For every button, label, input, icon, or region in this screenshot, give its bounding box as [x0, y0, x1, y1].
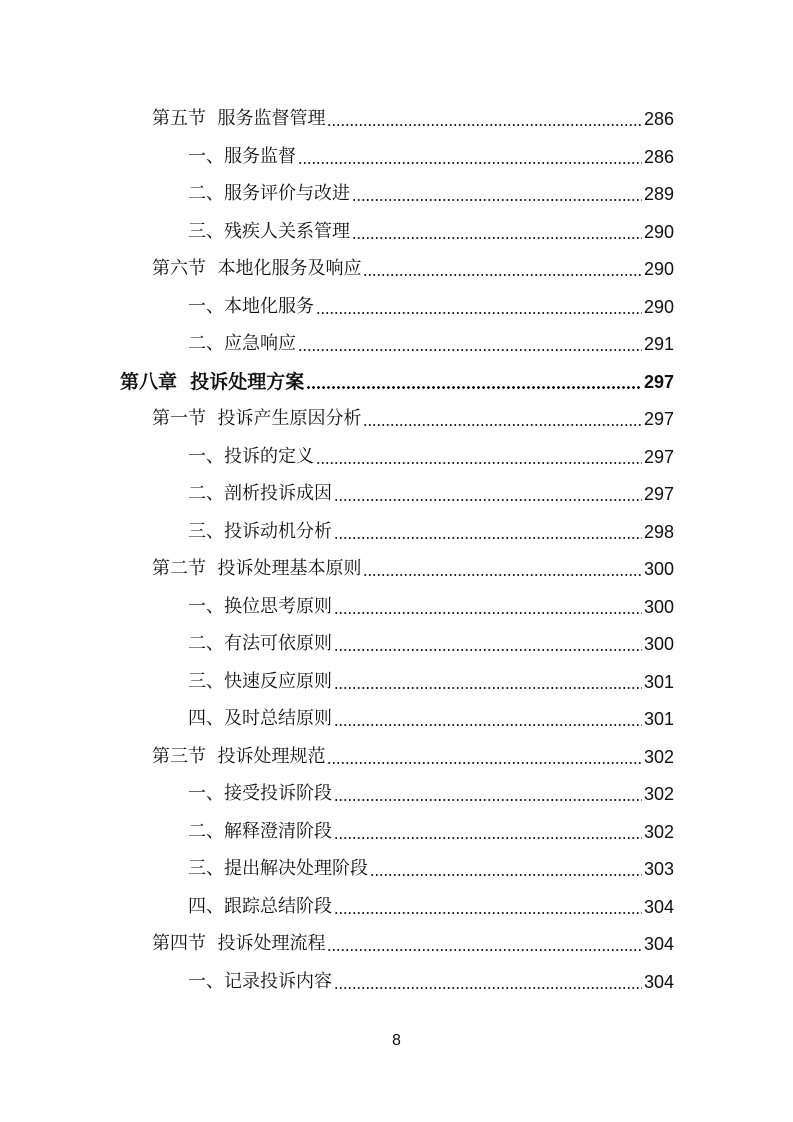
toc-chapter-entry[interactable] [120, 363, 674, 401]
toc-entry-page: 297 [643, 371, 674, 392]
toc-entry[interactable] [188, 775, 674, 813]
toc-entry-page: 302 [643, 746, 674, 767]
toc-entry-page: 300 [643, 596, 674, 617]
dot-leader [352, 199, 642, 201]
toc-entry-page: 297 [643, 446, 674, 467]
toc-entry-label: 二、应急响应 [188, 333, 296, 354]
dot-leader [334, 499, 642, 501]
dot-leader [316, 312, 642, 314]
dot-leader [334, 912, 642, 914]
dot-leader [334, 799, 642, 801]
toc-entry-page: 297 [643, 484, 674, 504]
dot-leader [363, 274, 642, 276]
toc-entry-page: 289 [643, 184, 674, 204]
page-number: 8 [392, 1032, 401, 1049]
toc-entry[interactable] [188, 625, 674, 663]
toc-entry-label: 一、换位思考原则 [188, 595, 332, 617]
toc-entry-label: 二、服务评价与改进 [188, 183, 350, 204]
toc-entry-page: 301 [643, 671, 674, 692]
dot-leader [306, 386, 642, 389]
toc-entry-label: 一、记录投诉内容 [188, 970, 332, 992]
toc-entry[interactable] [188, 588, 674, 626]
toc-entry[interactable] [188, 850, 674, 888]
toc-entry-label: 四、及时总结原则 [188, 708, 332, 729]
dot-leader [327, 124, 642, 126]
dot-leader [334, 987, 642, 989]
dot-leader [334, 837, 642, 839]
toc-entry-page: 304 [643, 971, 674, 992]
toc-entry-label: 第四节 投诉处理流程 [152, 933, 326, 954]
toc-entry-label: 三、投诉动机分析 [188, 520, 332, 542]
dot-leader [370, 874, 642, 876]
toc-entry-label: 第二节 投诉处理基本原则 [152, 558, 362, 579]
dot-leader [334, 612, 642, 614]
toc-entry-label: 四、跟踪总结阶段 [188, 895, 332, 917]
dot-leader [298, 349, 642, 351]
toc-entry-page: 297 [643, 409, 674, 429]
toc-entry[interactable] [188, 888, 674, 926]
dot-leader [327, 949, 642, 951]
dot-leader [334, 724, 642, 726]
toc-entry[interactable] [188, 438, 674, 476]
toc-entry-label: 第三节 投诉处理规范 [152, 745, 326, 767]
toc-entry-page: 290 [643, 221, 674, 242]
toc-entry-label: 一、接受投诉阶段 [188, 783, 332, 804]
dot-leader [363, 424, 642, 426]
toc-entry[interactable] [188, 288, 674, 326]
toc-entry[interactable] [152, 738, 674, 776]
toc-entry[interactable] [188, 325, 674, 363]
toc-entry-label: 一、本地化服务 [188, 295, 314, 317]
toc-entry-page: 302 [643, 784, 674, 804]
toc-entry-page: 303 [643, 859, 674, 879]
toc-entry[interactable] [188, 700, 674, 738]
dot-leader [352, 237, 642, 239]
toc-entry[interactable] [188, 963, 674, 1001]
toc-entry-page: 304 [643, 934, 674, 954]
toc-entry-page: 301 [643, 709, 674, 729]
toc-entry-page: 302 [643, 821, 674, 842]
toc-entry-page: 300 [643, 559, 674, 579]
toc-entry[interactable] [152, 400, 674, 438]
dot-leader [334, 537, 642, 539]
toc-entry-label: 二、剖析投诉成因 [188, 483, 332, 504]
toc-entry[interactable] [188, 175, 674, 213]
toc-entry[interactable] [188, 475, 674, 513]
toc-entry-label: 三、提出解决处理阶段 [188, 858, 368, 879]
toc-entry[interactable] [188, 138, 674, 176]
toc-entry-page: 300 [643, 634, 674, 654]
toc-entry-label: 第五节 服务监督管理 [152, 108, 326, 129]
toc-entry[interactable] [188, 813, 674, 851]
toc-entry-label: 第一节 投诉产生原因分析 [152, 408, 362, 429]
dot-leader [316, 462, 642, 464]
toc-entry-page: 298 [643, 521, 674, 542]
toc-entry[interactable] [152, 250, 674, 288]
toc-entry-label: 一、投诉的定义 [188, 445, 314, 467]
toc-entry-label: 第六节 本地化服务及响应 [152, 258, 362, 279]
toc-entry-page: 286 [643, 109, 674, 129]
dot-leader [363, 574, 642, 576]
toc-entry-page: 304 [643, 896, 674, 917]
toc-entry-page: 290 [643, 296, 674, 317]
toc-entry[interactable] [188, 213, 674, 251]
toc-entry-page: 290 [643, 259, 674, 279]
toc-entry-page: 291 [643, 334, 674, 354]
toc-entry-label: 三、残疾人关系管理 [188, 220, 350, 242]
toc-entry[interactable] [152, 925, 674, 963]
dot-leader [298, 162, 642, 164]
toc-entry[interactable] [152, 100, 674, 138]
toc-entry-label: 第八章 投诉处理方案 [120, 370, 305, 393]
toc-entry[interactable] [188, 513, 674, 551]
toc-entry-label: 三、快速反应原则 [188, 670, 332, 692]
toc-entry[interactable] [152, 550, 674, 588]
toc-entry-page: 286 [643, 146, 674, 167]
toc-entry[interactable] [188, 663, 674, 701]
toc-entry-label: 二、解释澄清阶段 [188, 820, 332, 842]
dot-leader [327, 762, 642, 764]
dot-leader [334, 687, 642, 689]
dot-leader [334, 649, 642, 651]
toc-entry-label: 二、有法可依原则 [188, 633, 332, 654]
toc-entry-label: 一、服务监督 [188, 145, 296, 167]
